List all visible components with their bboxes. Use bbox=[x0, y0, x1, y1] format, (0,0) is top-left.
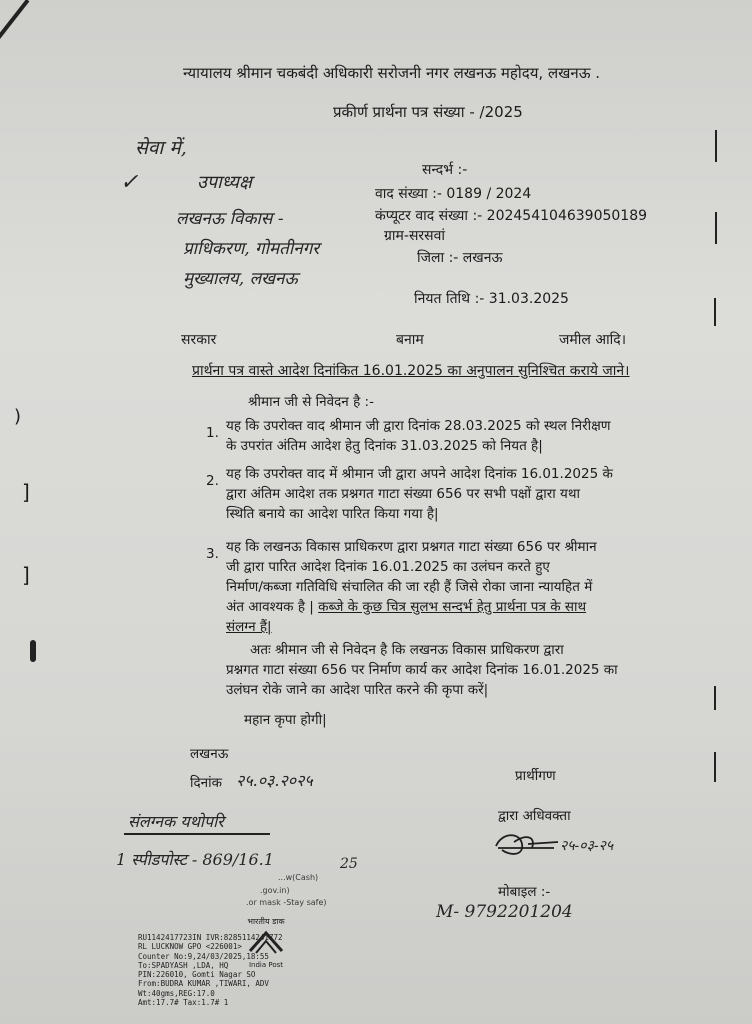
mobile-number-handwritten: M- 9792201204 bbox=[436, 902, 573, 922]
point-text bbox=[226, 464, 613, 524]
point-line: निर्माण/कब्जा गतिविधि संचालित की जा रही हैं जिसे रोका जाना न्यायहित में bbox=[226, 579, 593, 595]
enclosure-note: कब्जे के कुछ चित्र सुलभ सन्दर्भ हेतु प्रार्थना पत्र के साथ bbox=[318, 599, 587, 615]
party-respondent: जमील आदि। bbox=[559, 332, 627, 348]
receipt-line: Wt:40gms,REG:17.0 bbox=[138, 988, 215, 998]
point-number: 2. bbox=[206, 473, 219, 489]
point-line: यह कि उपरोक्त वाद श्रीमान जी द्वारा दिनांक 28.03.2025 को स्थल निरीक्षण bbox=[226, 418, 611, 434]
scan-edge-mark bbox=[715, 212, 717, 244]
advocate-signature bbox=[492, 826, 562, 862]
scan-bracket-mark: ] bbox=[22, 563, 30, 587]
prayer-line: उलंघन रोके जाने का आदेश पारित करने की कृपा करें| bbox=[226, 682, 489, 698]
party-government: सरकार bbox=[181, 332, 217, 348]
enclosure-note: संलग्न हैं| bbox=[226, 619, 272, 635]
court-title: न्यायालय श्रीमान चकबंदी अधिकारी सरोजनी नगर लखनऊ महोदय, लखनऊ . bbox=[183, 64, 601, 82]
reference-heading: सन्दर्भ :- bbox=[422, 162, 468, 178]
scan-edge-mark bbox=[714, 752, 716, 782]
mobile-label: मोबाइल :- bbox=[498, 884, 551, 900]
receipt-fragment: ...w(Cash) bbox=[278, 873, 319, 882]
point-text bbox=[226, 416, 611, 456]
scan-edge-mark bbox=[714, 686, 716, 710]
page-count: 25 bbox=[340, 856, 358, 872]
application-number: प्रकीर्ण प्रार्थना पत्र संख्या - /2025 bbox=[333, 103, 523, 121]
point-line: यह कि उपरोक्त वाद में श्रीमान जी द्वारा अपने आदेश दिनांक 16.01.2025 के bbox=[226, 466, 613, 482]
intro-line: श्रीमान जी से निवेदन है :- bbox=[248, 394, 374, 410]
point-number: 1. bbox=[206, 425, 219, 441]
scan-bracket-mark: ] bbox=[22, 480, 30, 504]
check-mark: ✓ bbox=[120, 170, 139, 195]
india-post-logo-caption: India Post bbox=[248, 961, 284, 969]
point-line: के उपरांत अंतिम आदेश हेतु दिनांक 31.03.2025 को नियत है| bbox=[226, 438, 543, 454]
scan-edge-mark bbox=[0, 0, 29, 47]
point-line: स्थिति बनाये का आदेश पारित किया गया है| bbox=[226, 506, 439, 522]
date-label: दिनांक bbox=[190, 775, 223, 791]
scan-edge-mark bbox=[714, 298, 716, 326]
district: जिला :- लखनऊ bbox=[417, 250, 503, 266]
point-line: द्वारा अंतिम आदेश तक प्रश्नगत गाटा संख्या 656 पर सभी पक्षों द्वारा यथा bbox=[226, 486, 580, 502]
point-number: 3. bbox=[206, 546, 219, 562]
party-versus: बनाम bbox=[396, 332, 424, 348]
enclosure-label: संलग्नक यथोपरि bbox=[128, 812, 224, 831]
handwritten-date: २५.०३.२०२५ bbox=[236, 771, 313, 790]
prayer-line: अतः श्रीमान जी से निवेदन है कि लखनऊ विकास प्राधिकरण द्वारा bbox=[250, 642, 564, 658]
scan-bracket-mark: ) bbox=[14, 406, 22, 427]
point-line: अंत आवश्यक है | bbox=[226, 599, 314, 615]
recipient-line: उपाध्यक्ष bbox=[197, 172, 252, 193]
prayer-line: प्रश्नगत गाटा संख्या 656 पर निर्माण कार्य कर आदेश दिनांक 16.01.2025 का bbox=[226, 662, 618, 678]
applicant-label: प्रार्थीगण bbox=[515, 768, 556, 784]
enclosure-underline bbox=[124, 833, 270, 835]
postal-receipt bbox=[138, 933, 283, 1007]
receipt-fragment: .or mask -Stay safe) bbox=[246, 898, 327, 907]
receipt-line: From:BUDRA KUMAR ,TIWARI, ADV bbox=[138, 979, 269, 989]
fixed-date: नियत तिथि :- 31.03.2025 bbox=[414, 291, 569, 307]
receipt-line: Counter No:9,24/03/2025,18:55 bbox=[138, 951, 269, 961]
scan-edge-mark bbox=[715, 130, 717, 162]
scan-edge-mark bbox=[30, 640, 36, 662]
subject-line: प्रार्थना पत्र वास्ते आदेश दिनांकित 16.01.2025 का अनुपालन सुनिश्चित कराये जाने। bbox=[192, 363, 630, 379]
point-line: यह कि लखनऊ विकास प्राधिकरण द्वारा प्रश्नगत गाटा संख्या 656 पर श्रीमान bbox=[226, 539, 597, 555]
signature-date: २५-०३-२५ bbox=[560, 838, 614, 854]
salutation-handwritten: सेवा में, bbox=[135, 137, 187, 159]
receipt-line: To:SPADYASH ,LDA, HQ bbox=[138, 960, 229, 970]
place: लखनऊ bbox=[190, 746, 229, 762]
speed-post-line: 1 स्पीडपोस्ट - 869/16.1 bbox=[116, 850, 274, 869]
point-line: जी द्वारा पारित आदेश दिनांक 16.01.2025 का उलंघन करते हुए bbox=[226, 559, 550, 575]
case-number: वाद संख्या :- 0189 / 2024 bbox=[375, 186, 532, 202]
receipt-line: RU1142417723IN IVR:8285114241772 bbox=[138, 933, 283, 942]
receipt-line: Amt:17.7# Tax:1.7# 1 bbox=[138, 998, 229, 1008]
recipient-line: लखनऊ विकास - bbox=[176, 209, 284, 229]
prayer-paragraph bbox=[226, 640, 618, 700]
recipient-line: प्राधिकरण, गोमतीनगर bbox=[183, 239, 320, 259]
receipt-line: RL LUCKNOW GPO <226001> bbox=[138, 942, 242, 952]
india-post-logo-text: भारतीय डाक bbox=[247, 917, 285, 926]
closing-line: महान कृपा होगी| bbox=[244, 712, 327, 728]
point-text bbox=[226, 537, 597, 637]
receipt-fragment: .gov.in) bbox=[260, 886, 290, 895]
computer-case-number: कंप्यूटर वाद संख्या :- 202454104639050189 bbox=[375, 208, 648, 224]
village: ग्राम-सरसवां bbox=[384, 228, 446, 244]
through-advocate: द्वारा अधिवक्ता bbox=[498, 808, 571, 824]
receipt-line: PIN:226010, Gomti Nagar SO bbox=[138, 970, 256, 980]
recipient-line: मुख्यालय, लखनऊ bbox=[183, 269, 298, 289]
